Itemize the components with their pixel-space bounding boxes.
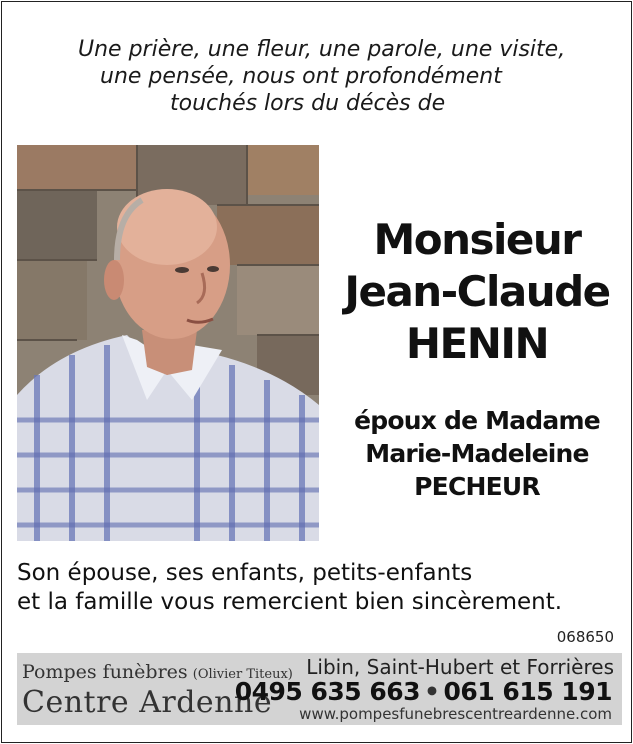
intro-line-1: Une prière, une fleur, une parole, une visite, — [78, 37, 566, 62]
spouse-line-1: époux de Madame — [354, 406, 600, 435]
intro-line-2: une pensée, nous ont profondément — [100, 64, 502, 89]
funeral-home-phones — [235, 677, 612, 706]
portrait-photo — [17, 145, 319, 541]
spouse-line-3: PECHEUR — [414, 472, 540, 501]
phone-landline[interactable]: 061 615 191 — [443, 677, 612, 706]
thanks-text — [17, 559, 617, 617]
intro-text — [62, 36, 602, 117]
phone-separator: • — [424, 677, 440, 706]
funeral-home-website[interactable]: www.pompesfunebrescentreardenne.com — [299, 705, 612, 723]
phone-mobile[interactable]: 0495 635 663 — [234, 677, 421, 706]
portrait-illustration — [17, 145, 319, 541]
funeral-home-owner: (Olivier Titeux) — [192, 667, 293, 682]
thanks-line-1: Son épouse, ses enfants, petits-enfants — [17, 560, 473, 586]
intro-line-3: touchés lors du décès de — [170, 91, 446, 116]
deceased-last-name: HENIN — [405, 319, 549, 368]
funeral-home-type: Pompes funèbres — [22, 661, 188, 683]
spouse-info — [327, 404, 627, 503]
deceased-first-name: Jean-Claude — [344, 267, 610, 316]
deceased-title: Monsieur — [373, 215, 581, 264]
funeral-home-locations: Libin, Saint-Hubert et Forrières — [306, 655, 614, 679]
spouse-line-2: Marie-Madeleine — [365, 439, 589, 468]
thanks-line-2: et la famille vous remercient bien sincèrement. — [17, 589, 563, 615]
funeral-home-name: Centre Ardenne — [22, 685, 273, 720]
reference-number: 068650 — [556, 628, 614, 646]
deceased-name — [327, 214, 627, 370]
obituary-card — [1, 1, 632, 743]
funeral-home-banner — [17, 653, 622, 725]
